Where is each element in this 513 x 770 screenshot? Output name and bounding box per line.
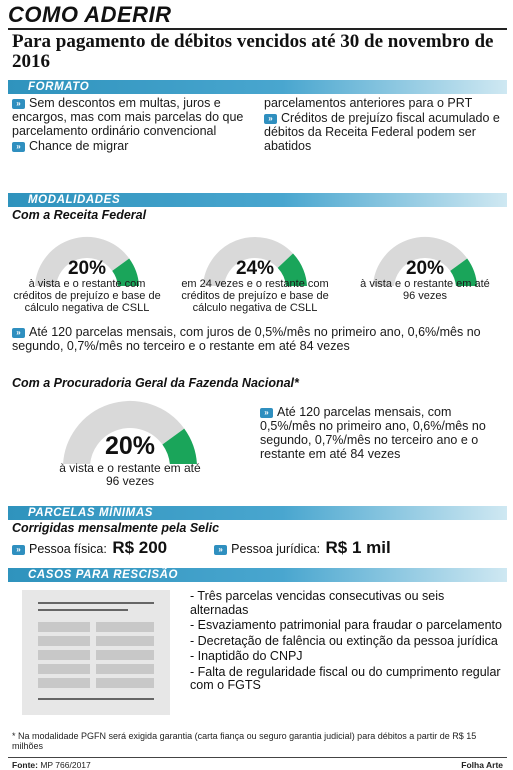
section-title-modalidades: MODALIDADES	[28, 194, 121, 206]
arrow-bullet-icon: »	[12, 545, 25, 555]
pj-label: Pessoa jurídica:	[231, 542, 321, 556]
section-bar-parcelas	[8, 506, 507, 520]
doc-cell	[38, 636, 90, 646]
arrow-bullet-icon: »	[260, 408, 273, 418]
pj-value: R$ 1 mil	[325, 538, 391, 557]
source	[12, 760, 91, 770]
formato-item: » Chance de migrar	[12, 139, 250, 153]
subhead: Para pagamento de débitos vencidos até 30 de novembro de 2016	[12, 31, 494, 72]
section-bar-formato	[8, 80, 507, 94]
gauge-percent: 24%	[235, 258, 275, 279]
doc-line	[38, 602, 154, 604]
doc-cell	[38, 678, 90, 688]
receita-text: » Até 120 parcelas mensais, com juros de 0,5%/mês no primeiro ano, 0,6%/mês no segundo, 0,7%/mês no terceiro e o restante em até 84 vezes	[12, 325, 481, 353]
list-item: - Decretação de falência ou extinção da pessoa jurídica	[190, 633, 498, 648]
list-item: - Três parcelas vencidas consecutivas ou seis alternadas	[190, 589, 445, 617]
arrow-bullet-icon: »	[12, 328, 25, 338]
section-bar-rescisao	[8, 568, 507, 582]
doc-cell	[96, 664, 154, 674]
gauge-receita-2	[175, 236, 335, 326]
headline-rule	[8, 28, 507, 30]
pf-label: Pessoa física:	[29, 542, 107, 556]
doc-cell	[96, 678, 154, 688]
formato-item: » Sem descontos em multas, juros e encargos, mas com mais parcelas do que parcelamento ordinário convencional	[12, 96, 244, 138]
formato-left-column	[12, 96, 250, 154]
gauge-caption: em 24 vezes e o restante com créditos de prejuízo e base de cálculo negativa de CSLL	[181, 278, 329, 314]
doc-cell	[38, 650, 90, 660]
formato-item: » Créditos de prejuízo fiscal acumulado e débitos da Receita Federal podem ser abatidos	[264, 111, 500, 153]
arrow-bullet-icon: »	[264, 114, 277, 124]
gauge-caption: à vista e o restante em até 96 vezes	[360, 278, 490, 302]
section-bar-modalidades	[8, 193, 507, 207]
pgfn-title: Com a Procuradoria Geral da Fazenda Nacional*	[12, 376, 299, 390]
headline: COMO ADERIR	[8, 2, 172, 27]
pf-value: R$ 200	[112, 538, 168, 557]
gauge-percent: 20%	[104, 432, 156, 460]
doc-cell	[96, 636, 154, 646]
doc-cell	[38, 622, 90, 632]
source-value: MP 766/2017	[40, 760, 91, 770]
arrow-bullet-icon: »	[214, 545, 227, 555]
formato-right-column	[264, 96, 504, 154]
formato-item-continued: parcelamentos anteriores para o PRT	[264, 96, 473, 110]
document-illustration	[22, 590, 170, 715]
arrow-bullet-icon: »	[12, 99, 25, 109]
parcelas-subtitle: Corrigidas mensalmente pela Selic	[12, 521, 220, 535]
source-label: Fonte:	[12, 760, 38, 770]
footer-rule	[8, 757, 507, 758]
gauge-percent: 20%	[67, 258, 107, 279]
footnote: * Na modalidade PGFN será exigida garantia (carta fiança ou seguro garantia judicial) para débitos a partir de R$ 15 milhões	[12, 731, 477, 751]
parcelas-values	[12, 538, 391, 558]
doc-cell	[96, 650, 154, 660]
pgfn-text: » Até 120 parcelas mensais, com 0,5%/mês no primeiro ano, 0,6%/mês no segundo, 0,7%/mês no terceiro ano e o restante em até 84 vezes	[260, 405, 486, 461]
receita-title: Com a Receita Federal	[12, 208, 147, 222]
doc-cell	[96, 622, 154, 632]
gauge-receita-1	[12, 236, 162, 326]
gauge-percent: 20%	[405, 258, 445, 279]
doc-line	[38, 698, 154, 700]
gauge-receita-3	[350, 236, 500, 326]
list-item: - Inaptidão do CNPJ	[190, 649, 303, 663]
rescisao-list	[190, 590, 505, 695]
doc-cell	[38, 664, 90, 674]
section-title-formato: FORMATO	[28, 81, 90, 93]
gauge-caption: à vista e o restante em até 96 vezes	[59, 461, 201, 488]
credit: Folha Arte	[461, 760, 503, 770]
list-item: - Esvaziamento patrimonial para fraudar o parcelamento	[190, 618, 502, 632]
list-item: - Falta de regularidade fiscal ou do cumprimento regular com o FGTS	[190, 664, 501, 692]
arrow-bullet-icon: »	[12, 142, 25, 152]
section-title-parcelas: PARCELAS MÍNIMAS	[28, 507, 154, 519]
gauge-caption: à vista e o restante com créditos de prejuízo e base de cálculo negativa de CSLL	[13, 278, 161, 314]
doc-line	[38, 609, 128, 611]
gauge-pgfn	[30, 400, 230, 500]
section-title-rescisao: CASOS PARA RESCISÃO	[28, 569, 179, 581]
